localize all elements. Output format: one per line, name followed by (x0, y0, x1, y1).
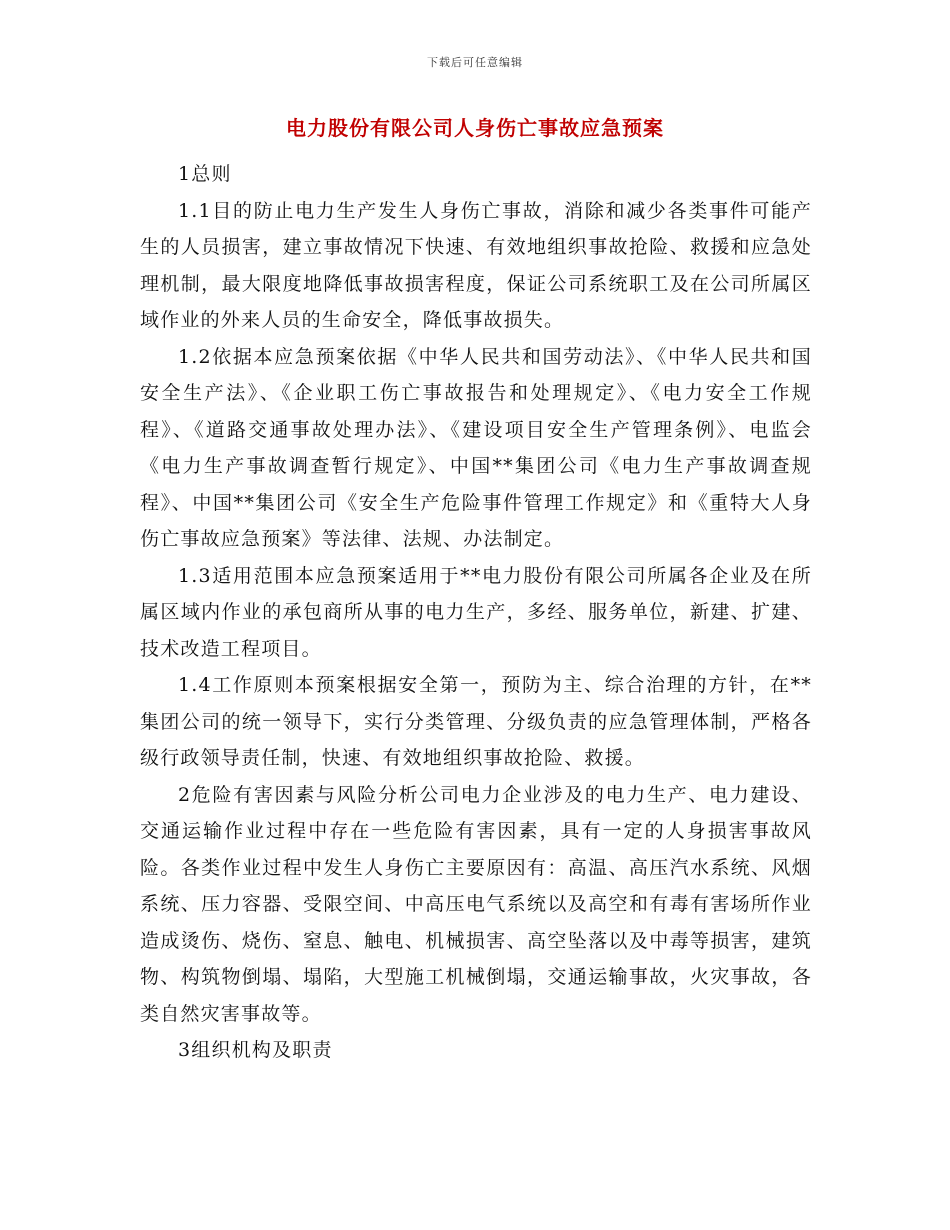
document-body (140, 156, 812, 1069)
paragraph-risk-analysis: 2危险有害因素与风险分析公司电力企业涉及的电力生产、电力建设、交通运输作业过程中存在一些危险有害因素，具有一定的人身损害事故风险。各类作业过程中发生人身伤亡主要原因有：高温、高压汽水系统、风烟系统、压力容器、受限空间、中高压电气系统以及高空和有毒有害场所作业造成烫伤、烧伤、窒息、触电、机械损害、高空坠落以及中毒等损害，建筑物、构筑物倒塌、塌陷，大型施工机械倒塌，交通运输事故，火灾事故，各类自然灾害事故等。 (140, 783, 812, 1025)
paragraph-principles: 1.4工作原则本预案根据安全第一，预防为主、综合治理的方针，在**集团公司的统一领导下，实行分类管理、分级负责的应急管理体制，严格各级行政领导责任制，快速、有效地组织事故抢险、救援。 (140, 674, 812, 769)
section-heading-organization: 3组织机构及职责 (178, 1039, 333, 1061)
header-note: 下载后可任意编辑 (427, 56, 523, 69)
document-title: 电力股份有限公司人身伤亡事故应急预案 (286, 116, 664, 140)
paragraph-purpose: 1.1目的防止电力生产发生人身伤亡事故，消除和减少各类事件可能产生的人员损害，建立事故情况下快速、有效地组织事故抢险、救援和应急处理机制，最大限度地降低事故损害程度，保证公司系统职工及在公司所属区域作业的外来人员的生命安全，降低事故损失。 (140, 199, 812, 331)
paragraph-scope: 1.3适用范围本应急预案适用于**电力股份有限公司所属各企业及在所属区域内作业的承包商所从事的电力生产，多经、服务单位，新建、扩建、技术改造工程项目。 (140, 564, 812, 660)
paragraph-basis: 1.2依据本应急预案依据《中华人民共和国劳动法》、《中华人民共和国安全生产法》、《企业职工伤亡事故报告和处理规定》、《电力安全工作规程》、《道路交通事故处理办法》、《建设项目安全生产管理条例》、电监会《电力生产事故调查暂行规定》、中国**集团公司《电力生产事故调查规程》、中国**集团公司《安全生产危险事件管理工作规定》和《重特大人身伤亡事故应急预案》等法律、法规、办法制定。 (140, 345, 812, 550)
section-heading-general: 1总则 (178, 163, 232, 185)
